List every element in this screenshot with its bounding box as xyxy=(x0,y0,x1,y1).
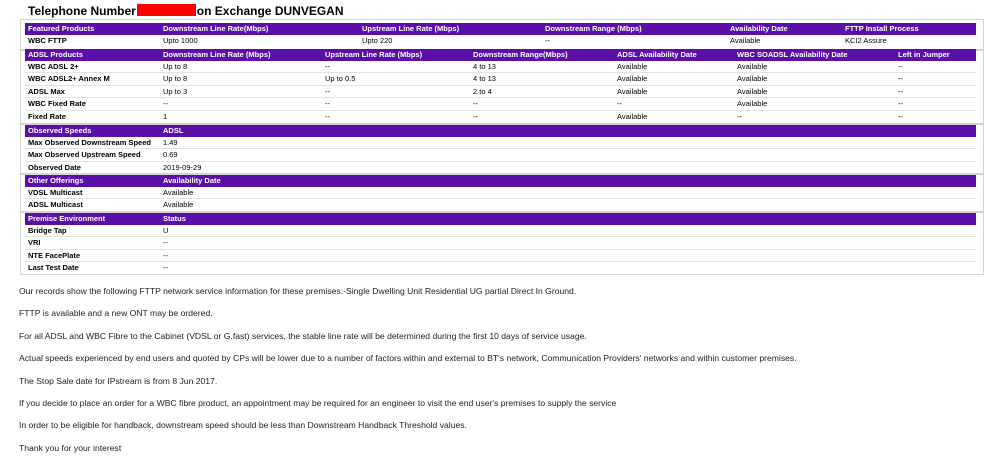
table-cell: ADSL Max xyxy=(28,86,65,96)
table-cell: Available xyxy=(737,99,768,109)
table-cell: Available xyxy=(737,86,768,96)
column-header: Left in Jumper xyxy=(898,50,950,59)
table-row xyxy=(25,61,976,73)
table-cell: -- xyxy=(617,99,622,109)
table-cell: -- xyxy=(325,111,330,121)
table-cell: 4 to 13 xyxy=(473,62,496,71)
table-cell: Upto 220 xyxy=(362,36,393,45)
table-cell: Available xyxy=(163,200,194,210)
table-cell: Bridge Tap xyxy=(28,226,67,235)
other-offerings-table xyxy=(25,175,976,212)
title-prefix: Telephone Number xyxy=(28,4,136,18)
table-row xyxy=(25,86,976,98)
table-row xyxy=(25,225,976,237)
table-row xyxy=(25,237,976,249)
featured-products-table xyxy=(25,23,976,47)
table-row xyxy=(25,73,976,85)
table-cell: Available xyxy=(737,62,768,71)
table-cell: Max Observed Upstream Speed xyxy=(28,150,141,160)
table-cell: -- xyxy=(325,99,330,109)
table-cell: Upto 1000 xyxy=(163,36,198,45)
table-cell: -- xyxy=(163,99,168,109)
table-cell: -- xyxy=(898,99,903,109)
table-cell: -- xyxy=(898,86,903,96)
table-cell: -- xyxy=(737,111,742,121)
table-cell: WBC FTTP xyxy=(28,36,67,45)
table-cell: Available xyxy=(730,36,761,45)
column-header: FTTP Install Process xyxy=(845,24,919,33)
table-row xyxy=(25,137,976,149)
column-header: ADSL Availability Date xyxy=(617,50,697,59)
table-cell: Up to 0.5 xyxy=(325,74,356,84)
table-row xyxy=(25,98,976,110)
observed-speeds-table xyxy=(25,125,976,174)
column-header: ADSL Products xyxy=(28,50,83,59)
table-cell: Up to 3 xyxy=(163,86,188,96)
table-row xyxy=(25,111,976,123)
table-cell: Available xyxy=(617,62,648,71)
table-cell: Observed Date xyxy=(28,162,81,172)
table-cell: Available xyxy=(737,74,768,84)
title-suffix: on Exchange DUNVEGAN xyxy=(196,4,344,18)
column-header: Downstream Range(Mbps) xyxy=(473,50,568,59)
table-cell: KCI2 Assure xyxy=(845,36,887,45)
column-header: Featured Products xyxy=(28,24,95,33)
table-cell: -- xyxy=(163,250,168,260)
table-cell: -- xyxy=(898,74,903,84)
table-cell: 2019-09-29 xyxy=(163,162,202,172)
table-cell: Up to 8 xyxy=(163,74,188,84)
table-cell: Available xyxy=(617,74,648,84)
column-header: Upstream Line Rate (Mbps) xyxy=(325,50,423,59)
table-row xyxy=(25,187,976,199)
table-row xyxy=(25,250,976,262)
note-paragraph: Our records show the following FTTP network service information for these premises:-Single Dwelling Unit Residential UG partial Direct In Ground. xyxy=(19,286,577,296)
table-cell: Last Test Date xyxy=(28,263,79,273)
table-cell: 2 to 4 xyxy=(473,86,492,96)
table-cell: VDSL Multicast xyxy=(28,188,83,197)
table-cell: WBC Fixed Rate xyxy=(28,99,86,109)
column-header: Availability Date xyxy=(730,24,788,33)
table-cell: -- xyxy=(473,111,478,121)
results-frame xyxy=(20,19,984,275)
column-header: Availability Date xyxy=(163,176,221,185)
note-paragraph: The Stop Sale date for IPstream is from 8 Jun 2017. xyxy=(19,375,218,386)
page-title xyxy=(28,3,344,19)
note-paragraph: FTTP is available and a new ONT may be ordered. xyxy=(19,308,213,319)
adsl-header-row xyxy=(25,49,976,61)
table-cell: VRI xyxy=(28,238,41,248)
table-cell: Max Observed Downstream Speed xyxy=(28,138,151,147)
note-paragraph: For all ADSL and WBC Fibre to the Cabinet (VDSL or G.fast) services, the stable line rate will be determined during the first 10 days of service usage. xyxy=(19,330,587,341)
column-header: Upstream Line Rate (Mbps) xyxy=(362,24,460,33)
table-cell: 4 to 13 xyxy=(473,74,496,84)
premise-header-row xyxy=(25,213,976,225)
table-cell: -- xyxy=(163,263,168,273)
column-header: Downstream Line Rate(Mbps) xyxy=(163,24,269,33)
table-cell: 0.69 xyxy=(163,150,178,160)
featured-header-row xyxy=(25,23,976,35)
note-paragraph: Actual speeds experienced by end users and quoted by CPs will be lower due to a number of factors within and external to BT's network, Communication Providers' networks and within customer premises. xyxy=(19,353,797,364)
table-row xyxy=(25,199,976,211)
column-header: Observed Speeds xyxy=(28,126,92,135)
table-cell: WBC ADSL 2+ xyxy=(28,62,79,71)
observed-header-row xyxy=(25,125,976,137)
table-row xyxy=(25,262,976,274)
table-cell: Available xyxy=(617,111,648,121)
table-row xyxy=(25,149,976,161)
table-cell: ADSL Multicast xyxy=(28,200,83,210)
table-cell: 1 xyxy=(163,111,168,121)
table-cell: Up to 8 xyxy=(163,62,188,71)
table-cell: 1.49 xyxy=(163,138,178,147)
column-header: WBC SOADSL Availability Date xyxy=(737,50,848,59)
table-cell: WBC ADSL2+ Annex M xyxy=(28,74,110,84)
table-cell: -- xyxy=(898,62,903,71)
column-header: Premise Environment xyxy=(28,214,106,223)
column-header: Downstream Range (Mbps) xyxy=(545,24,642,33)
service-notes xyxy=(19,286,797,465)
column-header: Status xyxy=(163,214,186,223)
table-cell: -- xyxy=(163,238,168,248)
table-row xyxy=(25,35,976,47)
column-header: Downstream Line Rate (Mbps) xyxy=(163,50,271,59)
note-paragraph: In order to be eligible for handback, downstream speed should be less than Downstream Handback Threshold values. xyxy=(19,420,467,431)
table-cell: U xyxy=(163,226,169,235)
column-header: Other Offerings xyxy=(28,176,84,185)
note-paragraph: Thank you for your interest xyxy=(19,442,122,453)
premise-environment-table xyxy=(25,213,976,275)
other-header-row xyxy=(25,175,976,187)
table-cell: -- xyxy=(898,111,903,121)
column-header: ADSL xyxy=(163,126,184,135)
note-paragraph: If you decide to place an order for a WBC fibre product, an appointment may be required for an engineer to visit the end user's premises to supply the service xyxy=(19,397,617,408)
table-cell: -- xyxy=(325,62,330,71)
table-cell: -- xyxy=(545,36,550,45)
table-cell: -- xyxy=(325,86,330,96)
table-cell: Fixed Rate xyxy=(28,111,66,121)
table-cell: -- xyxy=(473,99,478,109)
table-cell: Available xyxy=(163,188,194,197)
table-cell: Available xyxy=(617,86,648,96)
adsl-products-table xyxy=(25,49,976,123)
table-cell: NTE FacePlate xyxy=(28,250,81,260)
redacted-phone-number xyxy=(137,4,196,16)
